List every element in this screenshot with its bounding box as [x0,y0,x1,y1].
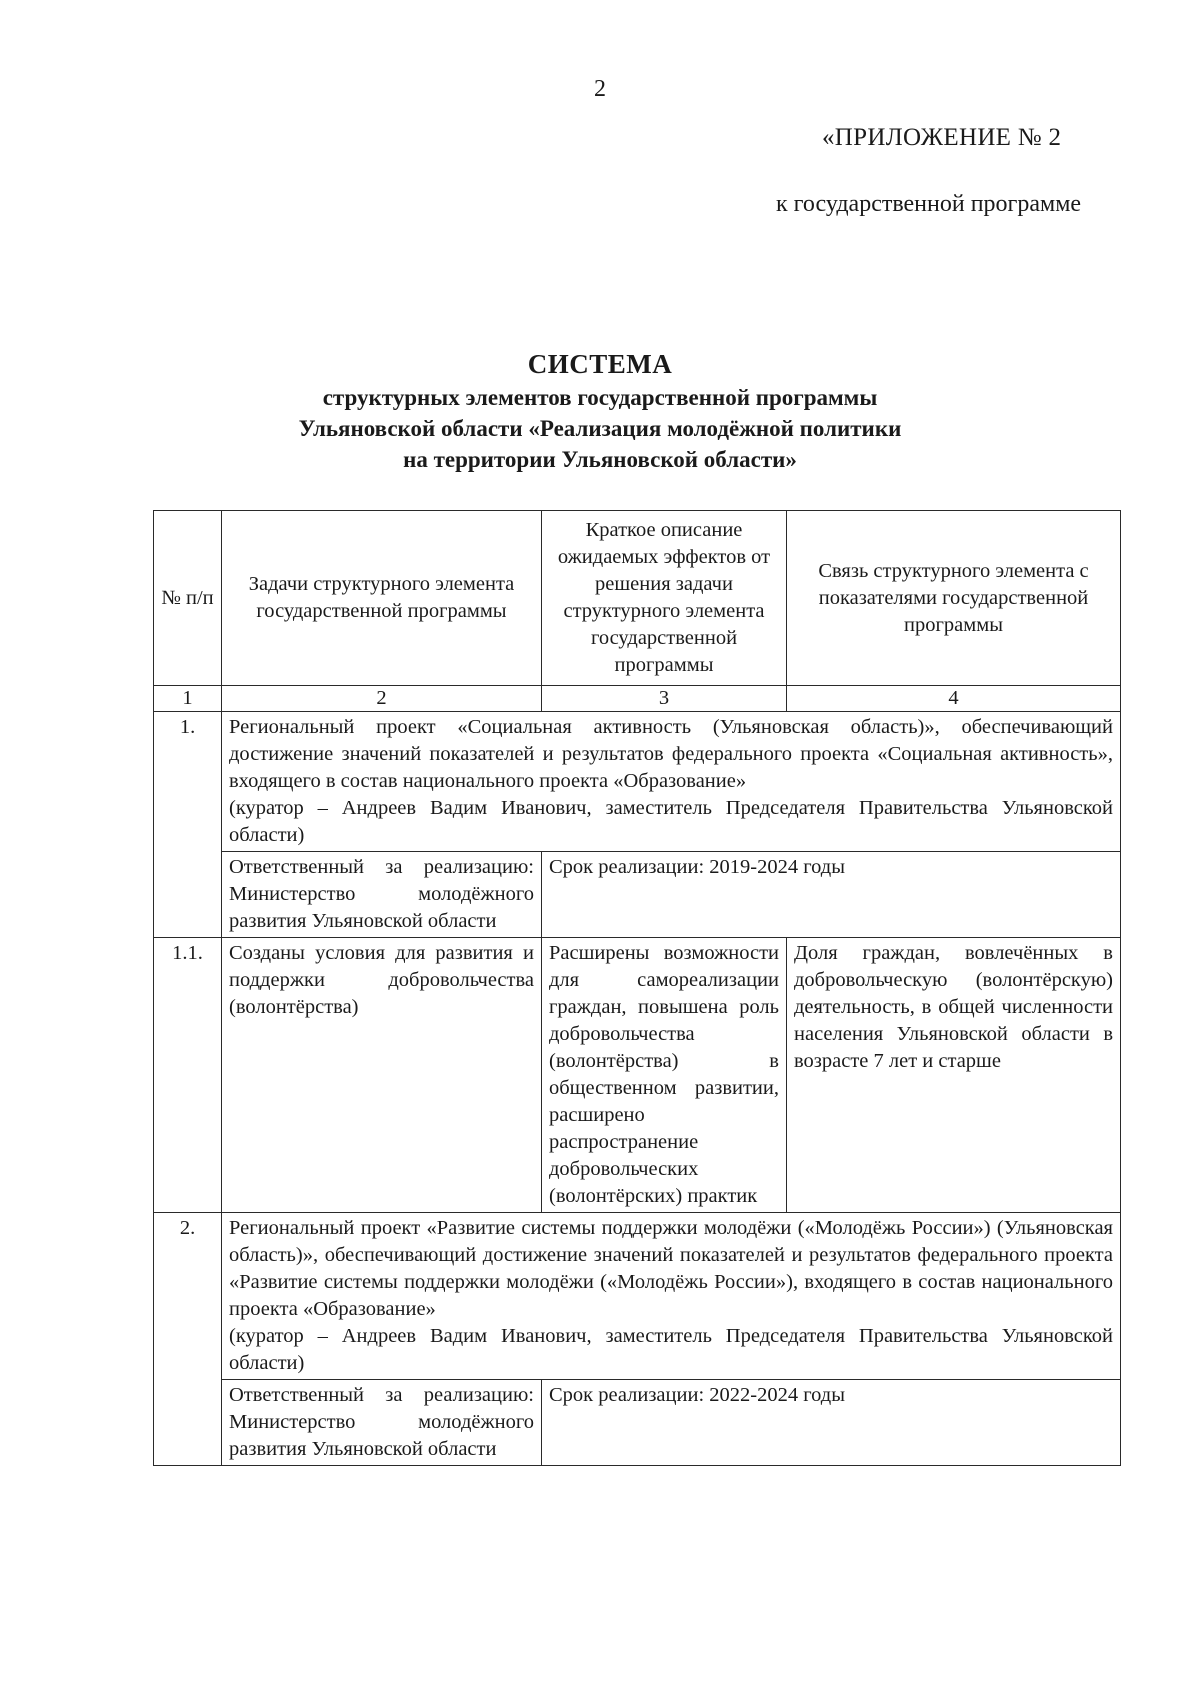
heading-line-2: Ульяновской области «Реализация молодёжной политики [298,416,902,441]
task-effects: Расширены возможности для самореализации граждан, повышена роль добровольчества (волонтёрства) в общественном развитии, расширено распространение добровольческих (волонтёрских) практик [542,938,787,1213]
table-row [154,712,1121,852]
heading-line-3: на территории Ульяновской области» [403,447,797,472]
column-number: 2 [222,686,542,712]
heading-main: СИСТЕМА [527,349,673,379]
header-number: № п/п [154,511,222,686]
section-responsible: Ответственный за реализацию: Министерство молодёжного развития Ульяновской области [222,1380,542,1466]
table-header-row [154,511,1121,686]
header-tasks: Задачи структурного элемента государственной программы [222,511,542,686]
document-heading [0,346,1200,475]
section-responsible: Ответственный за реализацию: Министерство молодёжного развития Ульяновской области [222,852,542,938]
task-number: 1.1. [154,938,222,1213]
column-number: 4 [787,686,1121,712]
structure-table [153,510,1121,1466]
section-title: Региональный проект «Социальная активность (Ульяновская область)», обеспечивающий достижение значений показателей и результатов федерального проекта «Социальная активность», входящего в состав национального проекта «Образование» [229,716,1113,792]
column-numbers-row [154,686,1121,712]
task-indicator: Доля граждан, вовлечённых в добровольческую (волонтёрскую) деятельность, в общей численности населения Ульяновской области в возрасте 7 лет и старше [787,938,1121,1213]
section-title-cell [222,1213,1121,1380]
appendix-title: «ПРИЛОЖЕНИЕ № 2 [822,124,1062,151]
appendix-subtitle: к государственной программе [776,191,1082,217]
section-number: 2. [154,1213,222,1466]
section-title: Региональный проект «Развитие системы поддержки молодёжи («Молодёжь России») (Ульяновская область)», обеспечивающий достижение значений показателей и результатов федерального проекта «Развитие системы поддержки молодёжи («Молодёжь России»), входящего в состав национального проекта «Образование» [229,1217,1113,1320]
section-period: Срок реализации: 2019-2024 годы [542,852,1121,938]
heading-line-1: структурных элементов государственной программы [322,385,878,410]
table-row [154,938,1121,1213]
section-title-cell [222,712,1121,852]
section-curator: (куратор – Андреев Вадим Иванович, заместитель Председателя Правительства Ульяновской области) [229,797,1113,846]
table-row [154,852,1121,938]
section-period: Срок реализации: 2022-2024 годы [542,1380,1121,1466]
task-description: Созданы условия для развития и поддержки добровольчества (волонтёрства) [222,938,542,1213]
table-row [154,1213,1121,1380]
table-row [154,1380,1121,1466]
column-number: 3 [542,686,787,712]
column-number: 1 [154,686,222,712]
section-curator: (куратор – Андреев Вадим Иванович, заместитель Председателя Правительства Ульяновской области) [229,1325,1113,1374]
section-number: 1. [154,712,222,938]
page-number: 2 [594,76,606,102]
header-effects: Краткое описание ожидаемых эффектов от решения задачи структурного элемента государственной программы [542,511,787,686]
header-indicators: Связь структурного элемента с показателями государственной программы [787,511,1121,686]
